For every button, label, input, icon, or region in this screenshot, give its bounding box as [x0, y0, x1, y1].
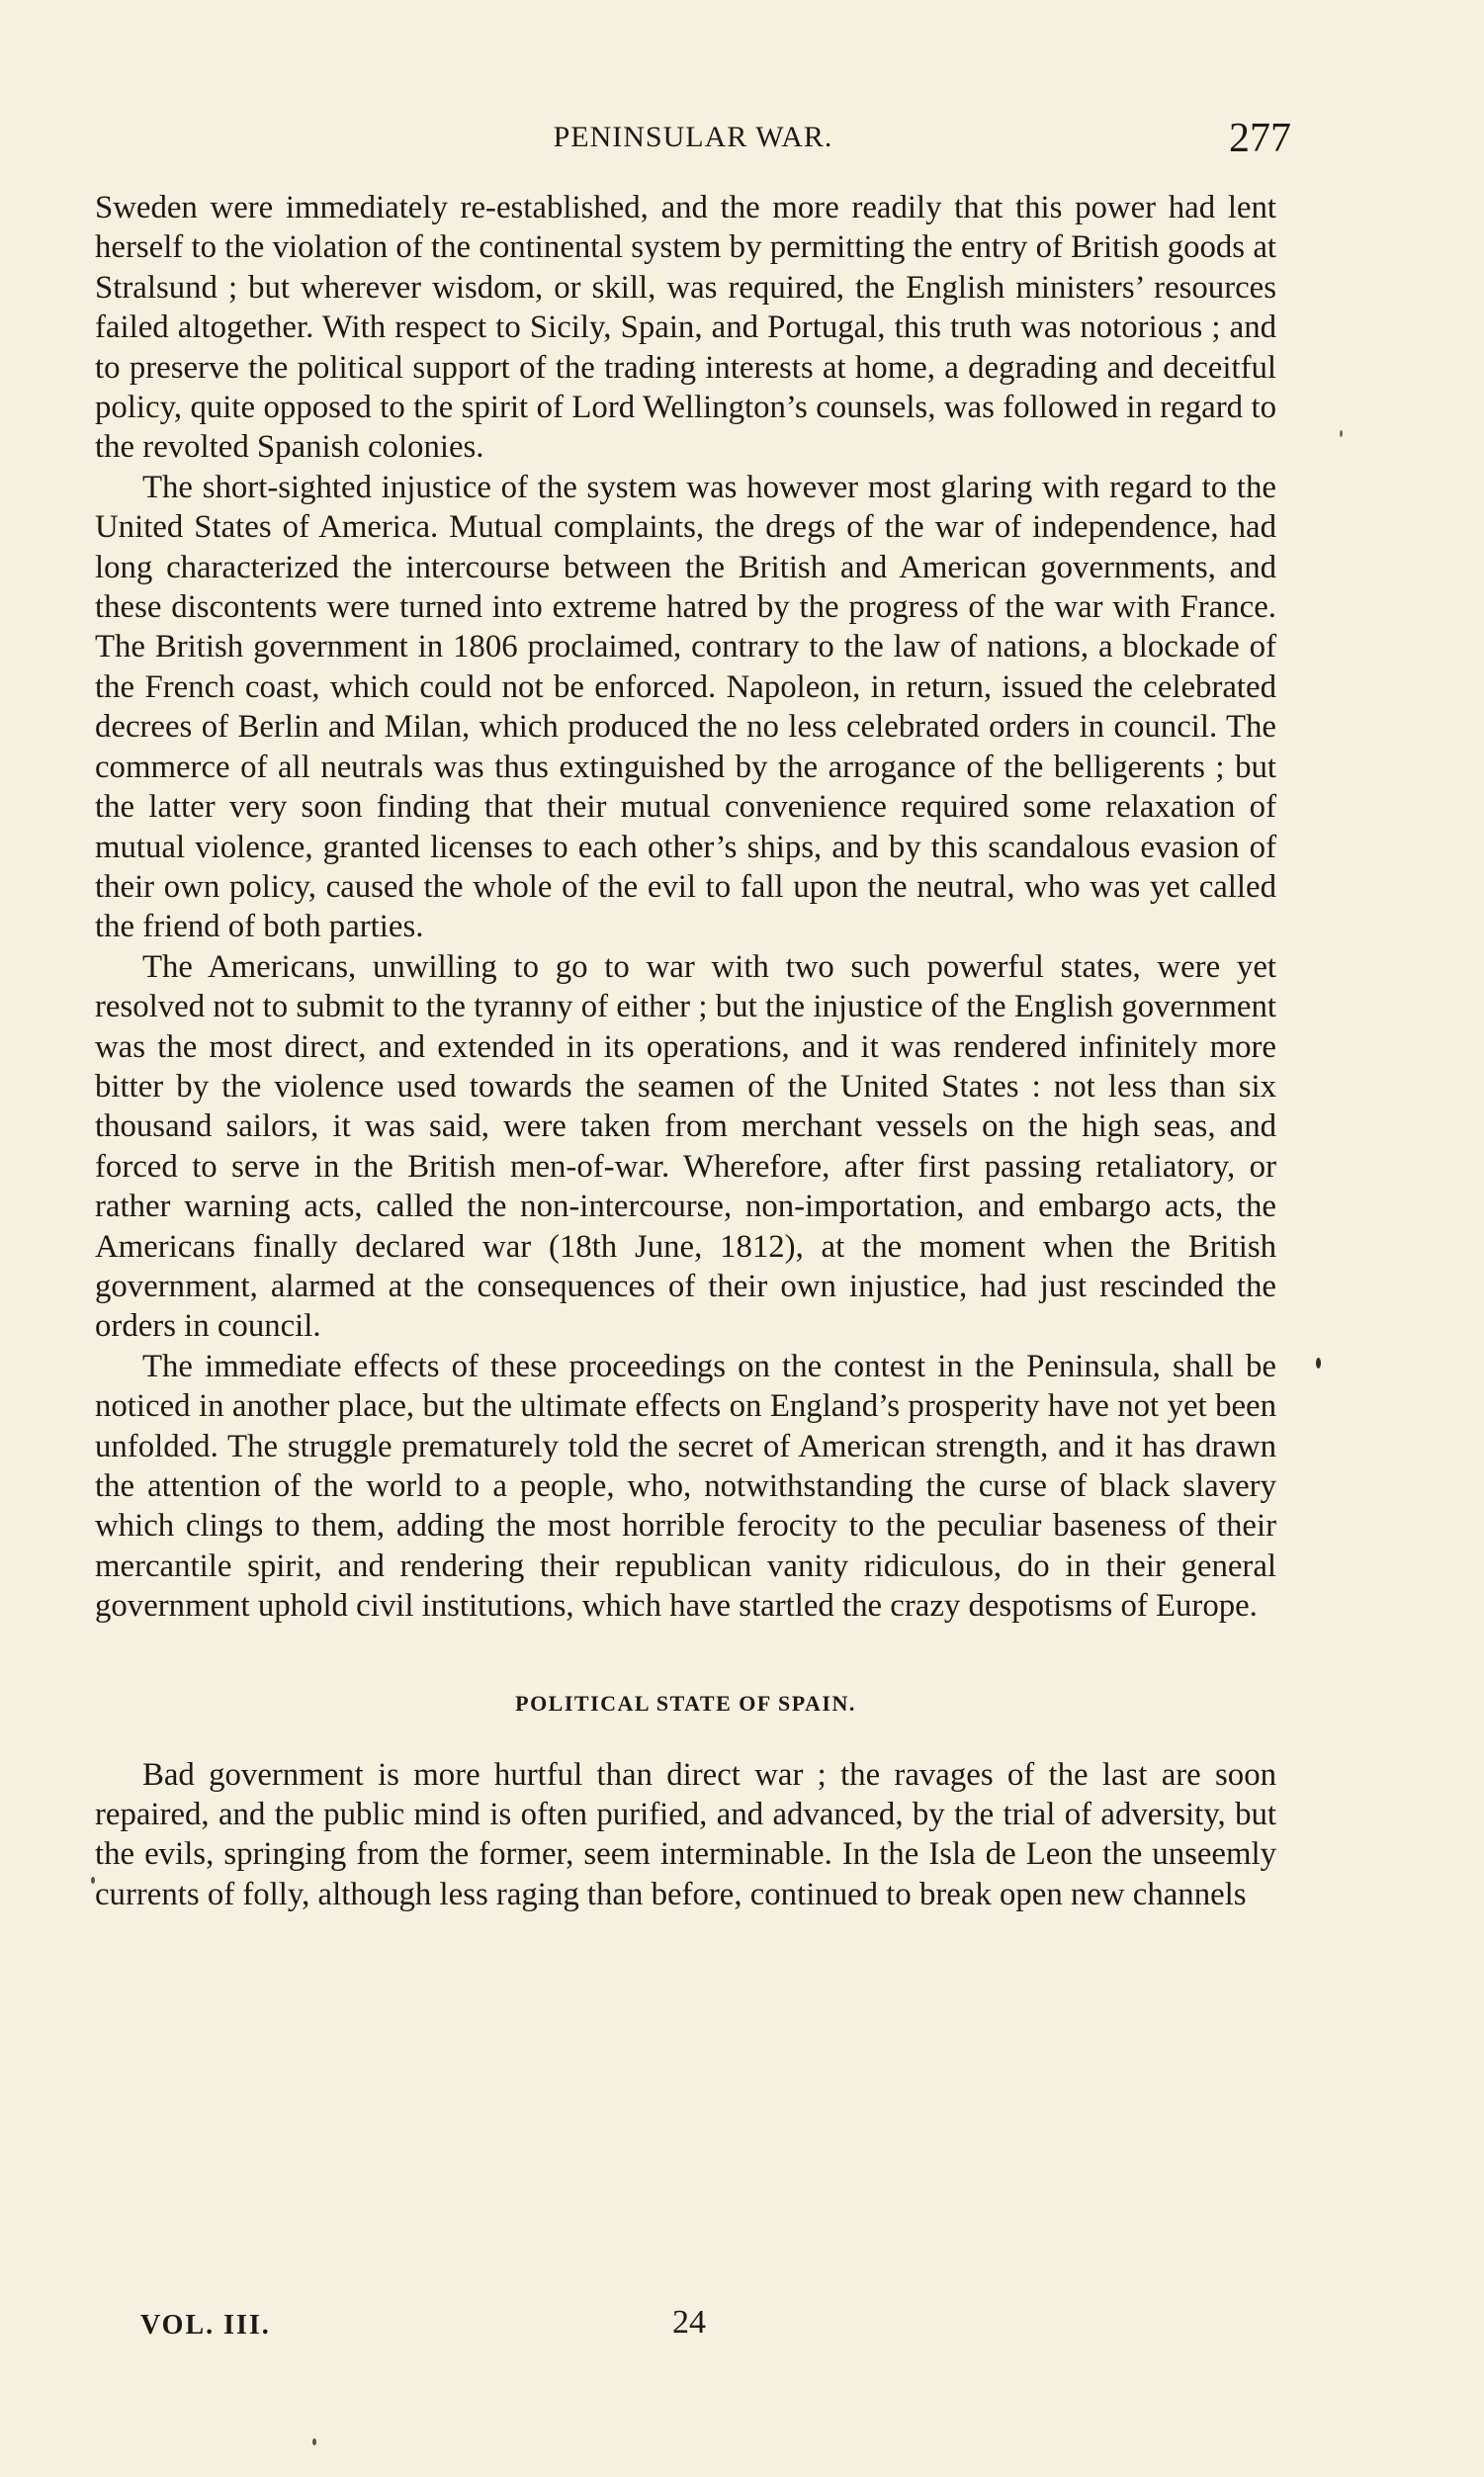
section-heading: POLITICAL STATE OF SPAIN.	[515, 1690, 856, 1716]
paragraph-2: The short-sighted injustice of the system was however most glaring with regard to the United States of America. Mutual complaints, the dregs of the war of independence, had long characterized the intercourse between the British and American governments, and these discontents were turned into extreme hatred by the progress of the war with France. The British government in 1806 proclaimed, contrary to the law of nations, a blockade of the French coast, which could not be enforced. Napoleon, in return, issued the celebrated decrees of Berlin and Milan, which produced the no less celebrated orders in council. The commerce of all neutrals was thus extinguished by the arrogance of the belligerents ; but the latter very soon finding that their mutual convenience required some relaxation of mutual violence, granted licenses to each other’s ships, and by this scandalous evasion of their own policy, caused the whole of the evil to fall upon the neutral, who was yet called the friend of both parties.	[95, 469, 1276, 945]
paragraph-1: Sweden were immediately re-established, and the more readily that this power had lent herself to the violation of the continental system by permitting the entry of British goods at Stralsund ; but wherever wisdom, or skill, was required, the English ministers’ resources failed altogether. With respect to Sicily, Spain, and Portugal, this truth was notorious ; and to preserve the political support of the trading interests at home, a degrading and deceitful policy, quite opposed to the spirit of Lord Wellington’s counsels, was followed in regard to the revolted Spanish colonies.	[95, 190, 1276, 466]
page-number: 277	[1229, 116, 1291, 161]
section-paragraph: Bad government is more hurtful than direct war ; the ravages of the last are soon repaired, and the public mind is often purified, and advanced, by the trial of adversity, but the evils, springing from the former, seem interminable. In the Isla de Leon the unseemly currents of folly, although less raging than before, continued to break open new channels	[95, 1756, 1276, 1912]
ink-speck	[91, 1877, 95, 1884]
volume-mark: VOL. III.	[140, 2310, 271, 2341]
body-text	[95, 188, 1276, 1914]
ink-speck	[312, 2438, 316, 2445]
ink-speck	[1340, 430, 1343, 437]
running-header	[95, 115, 1291, 174]
paragraph-3: The Americans, unwilling to go to war with two such powerful states, were yet resolved not to submit to the tyranny of either ; but the injustice of the English government was the most direct, and extended in its operations, and it was rendered infinitely more bitter by the violence used towards the seamen of the United States : not less than six thousand sailors, it was said, were taken from merchant vessels on the high seas, and forced to serve in the British men-of-war. Wherefore, after first passing retaliatory, or rather warning acts, called the non-intercourse, non-importation, and embargo acts, the Americans finally declared war (18th June, 1812), at the moment when the British government, alarmed at the consequences of their own injustice, had just rescinded the orders in council.	[95, 948, 1276, 1345]
running-title: PENINSULAR WAR.	[553, 121, 833, 153]
ink-speck	[1316, 1358, 1321, 1369]
signature-number: 24	[672, 2304, 706, 2341]
signature-line	[140, 2304, 832, 2349]
paragraph-4: The immediate effects of these proceedings on the contest in the Peninsula, shall be noticed in another place, but the ultimate effects on England’s prosperity have not yet been unfolded. The struggle prematurely told the secret of American strength, and it has drawn the attention of the world to a people, who, notwithstanding the curse of black slavery which clings to them, adding the most horrible ferocity to the peculiar baseness of their mercantile spirit, and rendering their republican vanity ridiculous, do in their general government uphold civil institutions, which have startled the crazy despotisms of Europe.	[95, 1348, 1276, 1625]
